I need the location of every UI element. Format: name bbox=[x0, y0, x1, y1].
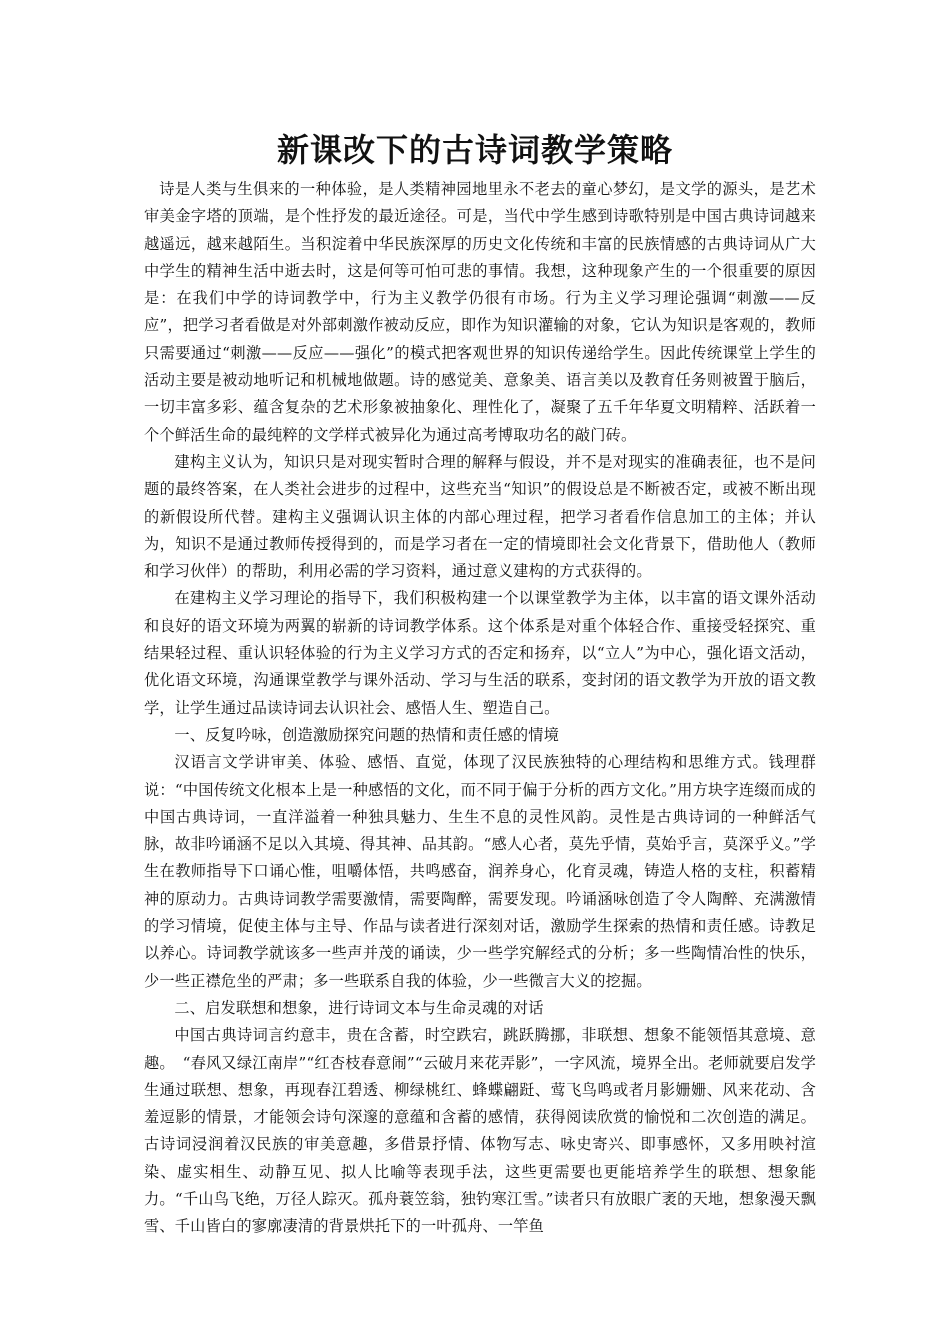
paragraph-recitation: 汉语言文学讲审美、体验、感悟、直觉，体现了汉民族独特的心理结构和思维方式。钱理群说：“中国传统文化根本上是一种感悟的文化，而不同于偏于分析的西方文化。”用方块字连缀而成的中国古典诗词，一直洋溢着一种独具魅力、生生不息的灵性风韵。灵性是古典诗词的一种鲜活气脉，故非吟诵涵不足以入其境、得其神、品其韵。“感人心者，莫先乎情，莫始乎言，莫深乎义。”学生在教师指导下口诵心惟，咀嚼体悟，共鸣感奋，润养身心，化育灵魂，铸造人格的支柱，积蓄精神的原动力。古典诗词教学需要激情，需要陶醉，需要发现。吟诵涵咏创造了令人陶醉、充满激情的学习情境，促使主体与主导、作品与读者进行深刻对话，激励学生探索的热情和责任感。诗教足以养心。诗词教学就该多一些声并茂的诵读，少一些学究解经式的分析；多一些陶情冶性的快乐，少一些正襟危坐的严肃；多一些联系自我的体验，少一些微言大义的挖掘。 bbox=[144, 753, 816, 990]
paragraph-constructivism: 建构主义认为，知识只是对现实暂时合理的解释与假设，并不是对现实的准确表征，也不是问题的最终答案，在人类社会进步的过程中，这些充当“知识”的假设总是不断被否定，或被不断出现的新假设所代替。建构主义强调认识主体的内部心理过程，把学习者看作信息加工的主体；并认为，知识不是通过教师传授得到的，而是学习者在一定的情境即社会文化背景下，借助他人（教师和学习伙伴）的帮助，利用必需的学习资料，通过意义建构的方式获得的。 bbox=[144, 452, 816, 581]
paragraph-intro: 诗是人类与生俱来的一种体验，是人类精神园地里永不老去的童心梦幻，是文学的源头，是艺术审美金字塔的顶端，是个性抒发的最近途径。可是，当代中学生感到诗歌特别是中国古典诗词越来越遥远，越来越陌生。当积淀着中华民族深厚的历史文化传统和丰富的民族情感的古典诗词从广大中学生的精神生活中逝去时，这是何等可怕可悲的事情。我想，这种现象产生的一个很重要的原因是：在我们中学的诗词教学中，行为主义教学仍很有市场。行为主义学习理论强调“刺激——反应”，把学习者看做是对外部刺激作被动反应，即作为知识灌输的对象，它认为知识是客观的，教师只需要通过“刺激——反应——强化”的模式把客观世界的知识传递给学生。因此传统课堂上学生的活动主要是被动地听记和机械地做题。诗的感觉美、意象美、语言美以及教育任务则被置于脑后，一切丰富多彩、蕴含复杂的艺术形象被抽象化、理性化了，凝聚了五千年华夏文明精粹、活跃着一个个鲜活生命的最纯粹的文学样式被异化为通过高考博取功名的敲门砖。 bbox=[144, 180, 816, 444]
document-title: 新课改下的古诗词教学策略 bbox=[276, 131, 673, 169]
section-heading-1: 一、反复吟咏，创造激励探究问题的热情和责任感的情境 bbox=[174, 725, 560, 744]
paragraph-imagination: 中国古典诗词言约意丰，贵在含蓄，时空跌宕，跳跃腾挪，非联想、想象不能领悟其意境、意趣。 “春风又绿江南岸”“红杏枝春意闹”“云破月来花弄影”，一字风流，境界全出。老师就要启发学生通过联想、想象，再现春江碧透、柳绿桃红、蜂蝶翩跹、莺飞鸟鸣或者月影姗姗、风来花动、含羞逗影的情景，才能领会诗句深邃的意蕴和含蓄的感情，获得阅读欣赏的愉悦和二次创造的满足。古诗词浸润着汉民族的审美意趣，多借景抒情、体物写志、咏史寄兴、即事感怀，又多用映衬渲染、虚实相生、动静互见、拟人比喻等表现手法，这些更需要也更能培养学生的联想、想象能力。“千山鸟飞绝，万径人踪灭。孤舟蓑笠翁，独钓寒江雪。”读者只有放眼广袤的天地，想象漫天飘雪、千山皆白的寥廓凄清的背景烘托下的一叶孤舟、一竿鱼 bbox=[144, 1026, 816, 1236]
document-body bbox=[144, 176, 816, 1241]
section-heading-2: 二、启发联想和想象，进行诗词文本与生命灵魂的对话 bbox=[174, 998, 544, 1017]
paragraph-teaching-system: 在建构主义学习理论的指导下，我们积极构建一个以课堂教学为主体，以丰富的语文课外活动和良好的语文环境为两翼的崭新的诗词教学体系。这个体系是对重个体轻合作、重接受轻探究、重结果轻过程、重认识轻体验的行为主义学习方式的否定和扬弃，以“立人”为中心，强化语文活动，优化语文环境，沟通课堂教学与课外活动、学习与生活的联系，变封闭的语文教学为开放的语文教学，让学生通过品读诗词去认识社会、感悟人生、塑造自己。 bbox=[144, 589, 816, 717]
